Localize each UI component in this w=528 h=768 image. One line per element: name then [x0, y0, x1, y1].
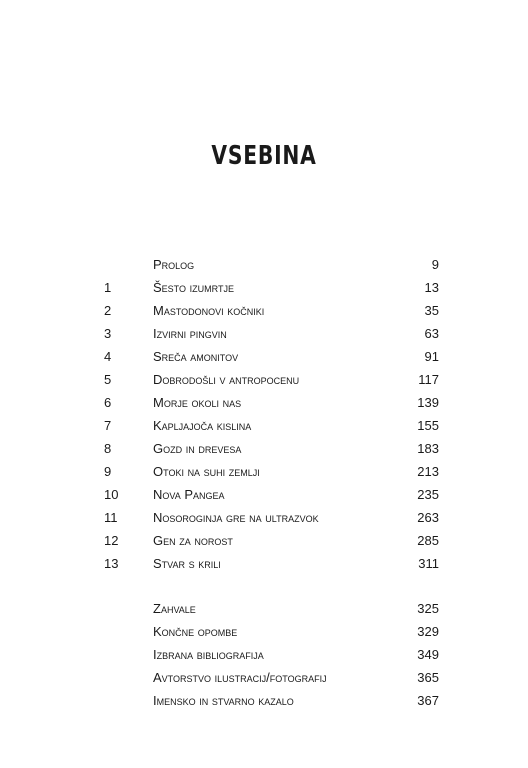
- page-number: 91: [424, 349, 439, 364]
- chapter-title: Kapljajoča kislina: [153, 418, 252, 433]
- page-number: 311: [418, 556, 439, 571]
- toc-row: [0, 531, 528, 551]
- chapter-title: Otoki na suhi zemlji: [153, 464, 260, 479]
- page-number: 139: [417, 395, 439, 410]
- chapter-number: 1: [104, 280, 112, 295]
- toc-row: [0, 278, 528, 298]
- toc-row: [0, 485, 528, 505]
- page-number: 183: [417, 441, 439, 456]
- chapter-number: 3: [104, 326, 112, 341]
- chapter-title: Gozd in drevesa: [153, 441, 242, 456]
- chapter-title: Dobrodošli v antropocenu: [153, 372, 300, 387]
- page-number: 285: [417, 533, 439, 548]
- chapter-title: Stvar s krili: [153, 556, 221, 571]
- chapter-number: 7: [104, 418, 112, 433]
- page-number: 9: [431, 257, 439, 272]
- chapter-number: 13: [104, 556, 119, 571]
- page-number: 367: [417, 693, 439, 708]
- page-number: 329: [417, 624, 439, 639]
- section-title: Končne opombe: [153, 624, 238, 639]
- page-number: 365: [417, 670, 439, 685]
- toc-row: [0, 691, 528, 711]
- toc-row: [0, 599, 528, 619]
- toc-row: [0, 347, 528, 367]
- chapter-number: 8: [104, 441, 112, 456]
- page-number: 35: [424, 303, 439, 318]
- toc-row: [0, 416, 528, 436]
- chapter-title: Sreča amonitov: [153, 349, 239, 364]
- toc-row: [0, 554, 528, 574]
- page-number: 117: [418, 372, 439, 387]
- section-title: Avtorstvo ilustracij/fotografij: [153, 670, 327, 685]
- toc-row: [0, 439, 528, 459]
- chapter-number: 4: [104, 349, 112, 364]
- page-number: 325: [417, 601, 439, 616]
- chapter-title: Izvirni pingvin: [153, 326, 227, 341]
- chapter-title: Mastodonovi kočniki: [153, 303, 265, 318]
- chapter-number: 10: [104, 487, 119, 502]
- page-number: 235: [417, 487, 439, 502]
- toc-row: [0, 645, 528, 665]
- toc-row: [0, 324, 528, 344]
- page-number: 155: [417, 418, 439, 433]
- toc-row: [0, 393, 528, 413]
- chapter-title: Nova Pangea: [153, 487, 225, 502]
- section-title: Izbrana bibliografija: [153, 647, 264, 662]
- toc-row: [0, 301, 528, 321]
- toc-row: [0, 462, 528, 482]
- chapter-number: 6: [104, 395, 112, 410]
- chapter-title: Šesto izumrtje: [153, 280, 234, 295]
- page-title: VSEBINA: [211, 141, 317, 171]
- toc-row: [0, 370, 528, 390]
- toc-row: [0, 255, 528, 275]
- page-number: 13: [424, 280, 439, 295]
- page-number: 213: [417, 464, 439, 479]
- chapter-number: 9: [104, 464, 112, 479]
- chapter-number: 11: [104, 510, 118, 525]
- section-title: Zahvale: [153, 601, 196, 616]
- page-number: 63: [424, 326, 439, 341]
- chapter-title: Nosoroginja gre na ultrazvok: [153, 510, 319, 525]
- chapter-title: Morje okoli nas: [153, 395, 242, 410]
- page-number: 349: [417, 647, 439, 662]
- section-title: Imensko in stvarno kazalo: [153, 693, 294, 708]
- toc-row: [0, 508, 528, 528]
- page-number: 263: [417, 510, 439, 525]
- toc-row: [0, 668, 528, 688]
- chapter-title: Gen za norost: [153, 533, 233, 548]
- chapter-number: 2: [104, 303, 112, 318]
- chapter-number: 5: [104, 372, 112, 387]
- chapter-number: 12: [104, 533, 119, 548]
- toc-row: [0, 622, 528, 642]
- chapter-title: Prolog: [153, 257, 195, 272]
